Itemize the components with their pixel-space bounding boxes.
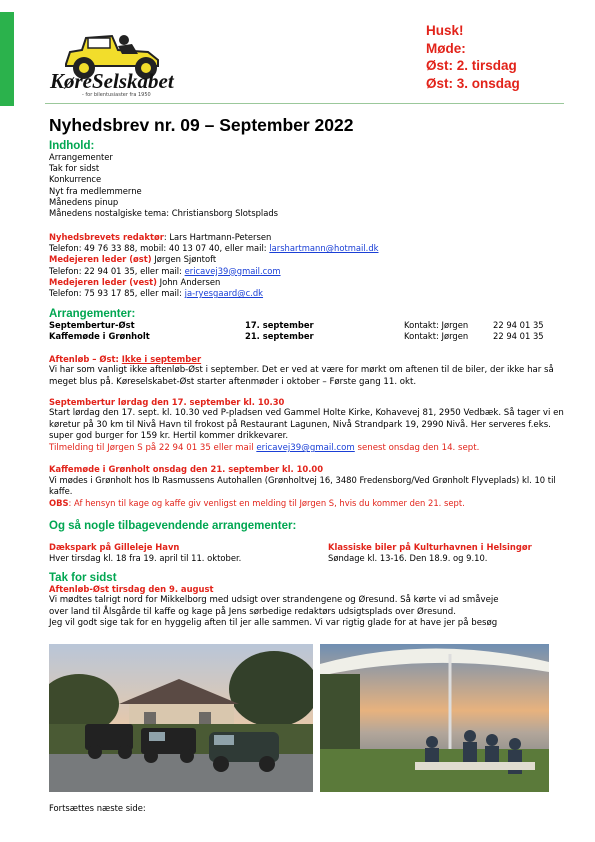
septembertur-title: Septembertur lørdag den 17. september kl. 10.30 — [49, 397, 285, 407]
signup-deadline: senest onsdag den 14. sept. — [354, 442, 480, 453]
west-leader-name: John Andersen — [156, 276, 221, 287]
kaffemode-title: Kaffemøde i Grønholt onsdag den 21. september kl. 10.00 — [49, 464, 324, 474]
thanks-title: Aftenløb-Øst tirsdag den 9. august — [49, 584, 214, 594]
events-section — [49, 308, 569, 342]
thanks-heading: Tak for sidst — [49, 572, 117, 584]
newsletter-title: Nyhedsbrev nr. 09 – September 2022 — [49, 115, 354, 135]
recurring-left — [49, 542, 319, 564]
photo-sunset-gathering — [320, 644, 549, 792]
recurring-heading: Og så nogle tilbagevendende arrangementer: — [49, 520, 297, 532]
kaffemode-note-label: OBS — [49, 497, 69, 508]
west-leader-label: Medejeren leder (vest) — [49, 276, 157, 287]
continued-note: Fortsættes næste side: — [49, 803, 146, 813]
thanks-section — [49, 572, 569, 630]
aftenlob-title: Aftenløb – Øst: — [49, 354, 122, 364]
contacts-section — [49, 232, 559, 299]
reminder-line-1: Husk! — [426, 23, 464, 38]
east-phone: Telefon: 22 94 01 35, eller mail: — [49, 265, 185, 276]
thanks-text-1: Vi mødtes talrigt nord for Mikkelborg med udsigt over strandengene og Øresund. Så kørte vi ad småveje — [49, 595, 499, 606]
event-date: 21. september — [245, 331, 314, 342]
east-leader-label: Medejeren leder (øst) — [49, 254, 152, 265]
event-contact: Kontakt: Jørgen — [404, 331, 469, 342]
kaffemode-note — [49, 498, 564, 509]
event-phone: 22 94 01 35 — [493, 320, 544, 330]
signup-text: Tilmelding til Jørgen S på 22 94 01 35 eller mail — [49, 442, 257, 453]
kaffemode-section — [49, 464, 564, 509]
recurring-left-title: Dækspark på Gilleleje Havn — [49, 542, 180, 552]
event-row — [49, 320, 569, 331]
east-contact-line — [49, 266, 559, 277]
kaffemode-text: Vi mødes i Grønholt hos Ib Rasmussens Autohallen (Grønholtvej 16, 3480 Fredensborg/Ved Grønholt Flyveplads) kl. 10 til kaffe. — [49, 475, 556, 497]
reminder-line-3: Øst: 2. tirsdag — [426, 58, 517, 73]
west-email-link[interactable]: ja-ryesgaard@c.dk — [184, 288, 264, 299]
west-leader-line — [49, 277, 559, 288]
logo — [52, 22, 182, 100]
septembertur-signup — [49, 443, 564, 455]
logo-tagline: - for bilentusiaster fra 1950 — [82, 92, 151, 98]
contents-item: Tak for sidst — [49, 163, 100, 174]
thanks-text-3: Jeg vil godt sige tak for en hyggelig aften til jer alle sammen. Vi var rigtig glade for at have jer på besøg — [49, 618, 498, 629]
photo-vintage-cars — [49, 644, 313, 792]
signup-email-link[interactable]: ericavej39@gmail.com — [256, 442, 355, 453]
contents-item: Månedens pinup — [49, 196, 119, 207]
east-email-link[interactable]: ericavej39@gmail.com — [184, 265, 281, 276]
septembertur-text: Start lørdag den 17. sept. kl. 10.30 ved P-pladsen ved Gammel Holte Kirke, Kohavevej 81, 2950 Vedbæk. Så tager vi en køretur på 30 km til Nivå Havn til frokost på Restaurant Lagunen, Nivå Strandpark 19, 2990 Nivå. Her serveres f.eks. super god burger for 159 kr. Hertil kommer drikkevarer. — [49, 408, 564, 442]
aftenlob-text: Vi har som vanligt ikke aftenløb-Øst i september. Det er ved at være for mørkt om aftenen til de biler, der ikke har så meget blus på. Køreselskabet-Øst starter aftenmøder i oktober – Første gang 11. okt. — [49, 365, 554, 387]
events-table — [49, 320, 569, 342]
event-name: Septembertur-Øst — [49, 320, 135, 330]
septembertur-section — [49, 397, 564, 455]
thanks-text-2: over land til Ålsgårde til kaffe og kage på Jens sørbedige redaktørs udsigtsplads over Øresund. — [49, 606, 456, 617]
aftenlob-section — [49, 354, 569, 388]
east-leader-name: Jørgen Sjøntoft — [151, 254, 217, 265]
contents-item: Konkurrence — [49, 174, 102, 185]
kaffemode-note-text: : Af hensyn til kage og kaffe giv venligst en melding til Jørgen S, hvis du kommer den 21. sept. — [68, 497, 465, 508]
event-row — [49, 331, 569, 342]
east-leader-line — [49, 254, 559, 265]
contents-item: Månedens nostalgiske tema: Christiansborg Slotsplads — [49, 208, 279, 219]
editor-contact-line — [49, 243, 559, 254]
west-phone: Telefon: 75 93 17 85, eller mail: — [49, 288, 185, 299]
contents-item: Arrangementer — [49, 152, 113, 162]
reminder-line-4: Øst: 3. onsdag — [426, 75, 520, 91]
logo-name: KøreSelskabet — [50, 69, 174, 93]
contents-item: Nyt fra medlemmerne — [49, 185, 142, 196]
editor-line — [49, 232, 559, 243]
aftenlob-title-line — [49, 354, 569, 365]
editor-label: Nyhedsbrevets redaktør — [49, 232, 164, 242]
event-date: 17. september — [245, 320, 314, 330]
editor-phone: Telefon: 49 76 33 88, mobil: 40 13 07 40, eller mail: — [49, 243, 270, 254]
meeting-reminder — [426, 22, 520, 92]
aftenlob-title-link: Ikke i september — [121, 354, 202, 364]
contents-section — [49, 140, 278, 219]
recurring-right-text: Søndage kl. 13-16. Den 18.9. og 9.10. — [328, 553, 488, 564]
header-divider — [45, 103, 564, 104]
recurring-right-title: Klassiske biler på Kulturhavnen i Helsingør — [328, 542, 532, 552]
recurring-left-text: Hver tirsdag kl. 18 fra 19. april til 11. oktober. — [49, 553, 242, 564]
editor-name: : Lars Hartmann-Petersen — [163, 232, 272, 242]
recurring-section — [49, 520, 569, 532]
reminder-line-2: Møde: — [426, 40, 466, 56]
event-phone: 22 94 01 35 — [493, 331, 544, 342]
green-side-bar — [0, 12, 14, 106]
west-contact-line — [49, 288, 559, 299]
event-name: Kaffemøde i Grønholt — [49, 331, 150, 342]
contents-heading: Indhold: — [49, 140, 95, 152]
event-contact: Kontakt: Jørgen — [404, 320, 469, 330]
contents-list — [49, 152, 278, 219]
recurring-right — [328, 542, 568, 564]
editor-email-link[interactable]: larshartmann@hotmail.dk — [269, 243, 379, 254]
events-heading: Arrangementer: — [49, 308, 136, 320]
